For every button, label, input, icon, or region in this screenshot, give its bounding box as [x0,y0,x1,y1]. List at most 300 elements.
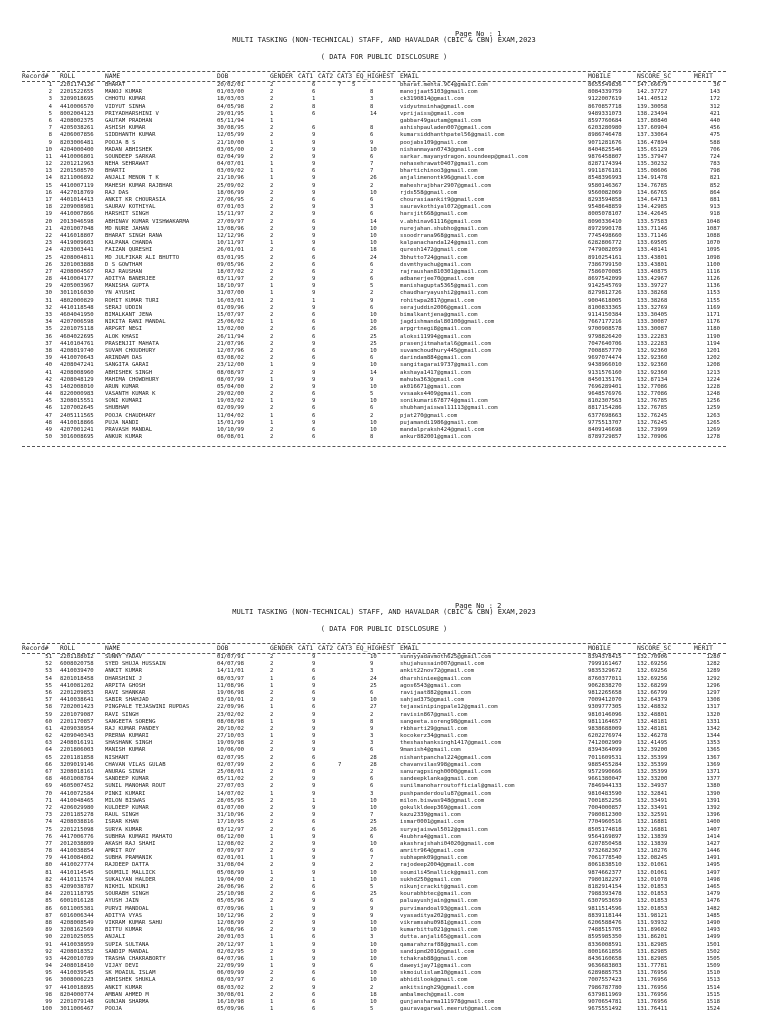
nscore-cell: 133.22283 [637,333,668,340]
table-row [0,96,768,103]
record-cell: 60 [45,718,52,725]
mobile-cell: 7047640706 [588,340,622,347]
mobile-cell: 8548396993 [588,175,622,182]
record-cell: 70 [45,790,52,797]
cat1-cell: 9 [312,225,316,232]
cat1-cell: 1 [312,876,316,883]
gender-cell: 2 [270,862,274,869]
dob-cell: 14/07/02 [217,790,244,797]
nscore-cell: 138.23494 [637,110,668,117]
dob-cell: 12/08/99 [217,919,244,926]
mobile-cell: 9636683803 [588,963,622,970]
email-cell: sahjad375@gmail.com [400,697,464,704]
cat1-cell: 9 [312,812,316,819]
name-cell: ABHINAV KUMAR VISHWAKARMA [105,218,190,225]
mobile-cell: 9142545769 [588,283,622,290]
table-row [0,175,768,182]
record-cell: 84 [45,891,52,898]
merit-cell: 1278 [706,434,720,441]
roll-cell: 2201215098 [60,826,94,833]
merit-cell: 1320 [706,711,720,718]
eq-highest-cell: 2 [370,182,374,189]
gender-cell: 2 [270,369,274,376]
dob-cell: 10/11/97 [217,240,244,247]
name-cell: AKASH RAJ SHAHI [105,840,156,847]
mobile-cell: 9438966010 [588,362,622,369]
record-cell: 79 [45,855,52,862]
mobile-cell: 8404825546 [588,146,622,153]
merit-cell: 1180 [706,326,720,333]
table-row [0,949,768,956]
mobile-cell: 8084339759 [588,89,622,96]
merit-cell: 588 [709,139,720,146]
mobile-cell: 9070654781 [588,999,622,1005]
eq-highest-cell: 9 [370,297,374,304]
roll-cell: 4410038854 [60,848,94,855]
gender-cell: 1 [270,168,274,175]
dob-cell: 18/06/99 [217,189,244,196]
cat1-cell: 9 [312,419,316,426]
dob-cell: 02/02/95 [217,948,244,955]
dob-cell: 17/10/95 [217,819,244,826]
name-cell: SUBHA PRAMANIK [105,855,153,862]
merit-cell: 143 [709,89,720,96]
name-cell: ANURAG SINGH [105,769,146,775]
name-cell: SUNNY YADAV [105,654,143,660]
cat1-cell: 6 [312,347,316,354]
merit-cell: 1391 [706,797,720,804]
dob-cell: 23/12/00 [217,362,244,369]
cat1-cell: 9 [312,161,316,168]
email-cell: manojjaat5103@gmail.com [400,89,478,96]
cat1-cell: 1 [312,797,316,804]
email-cell: tchakrab88@gmail.com [400,955,468,962]
record-cell: 45 [45,398,52,405]
dob-cell: 04/05/98 [217,103,244,110]
mobile-cell: 9911876181 [588,168,622,175]
name-cell: TRASHA CHAKRABORTY [105,955,166,962]
roll-cell: 2201522655 [60,89,94,96]
cat1-cell: 9 [312,869,316,876]
eq-highest-cell: 10 [370,225,377,232]
cat1-cell: 9 [312,804,316,811]
cat1-cell: 6 [312,668,316,675]
dob-cell: 04/07/01 [217,161,244,168]
email-cell: gunjansharma111978@gmail.com [400,999,495,1005]
name-cell: GAUTAM PRADHAN [105,117,153,124]
merit-cell: 1499 [706,934,720,941]
nscore-cell: 141.40512 [637,96,668,103]
cat1-cell: 6 [312,891,316,898]
nscore-cell: 136.47894 [637,139,668,146]
record-cell: 2 [48,89,52,96]
email-cell: harsjit668@gmail.com [400,211,468,218]
email-cell: pjat270@gmail.com [400,412,458,419]
cat1-cell: 9 [312,146,316,153]
name-cell: SOUNDEEP SARKAR [105,153,156,160]
eq-highest-cell: 8 [370,718,374,725]
gender-cell: 2 [270,182,274,189]
name-cell: BHARTI [105,168,126,175]
merit-cell: 706 [709,146,720,153]
merit-cell: 1282 [706,661,720,668]
eq-highest-cell: 7 [370,812,374,819]
merit-cell: 1505 [706,955,720,962]
mobile-cell: 9309777305 [588,704,622,711]
table-row [0,747,768,754]
eq-highest-cell: 6 [370,197,374,203]
nscore-cell: 132.76785 [637,405,668,412]
cat1-cell: 6 [312,268,316,275]
nscore-cell: 133.71146 [637,232,668,239]
mobile-cell: 8409146698 [588,427,622,433]
name-cell: RAJ DAS [105,189,129,196]
cat1-cell: 6 [312,761,316,768]
name-cell: ABHISHEK SHUKLA [105,977,156,984]
name-cell: ALOK KHASI [105,333,139,340]
roll-cell: 4410118548 [60,304,94,311]
cat1-cell: 9 [312,776,316,783]
eq-highest-cell: 9 [370,139,374,146]
record-cell: 73 [45,812,52,819]
name-cell: ROHIT KUMAR TURI [105,297,159,304]
header-dob: DOB [217,645,229,652]
dob-cell: 08/08/98 [217,718,244,725]
cat1-cell: 6 [312,934,316,941]
mobile-cell: 7412002909 [588,740,622,747]
cat1-cell: 6 [312,125,316,132]
name-cell: NIKITA RANI MANDAL [105,319,166,326]
record-cell: 5 [48,110,52,117]
dob-cell: 16/10/98 [217,999,244,1005]
name-cell: ANKIT KUMAR [105,668,143,675]
email-cell: shujahussain007@gmail.com [400,661,485,668]
name-cell: ASHISH KUMAR [105,125,146,132]
dob-cell: 20/10/02 [217,725,244,732]
merit-cell: 1297 [706,689,720,696]
table-row [0,855,768,862]
roll-cell: 4208038816 [60,819,94,826]
table-row [0,140,768,147]
cat1-cell: 9 [312,189,316,196]
eq-highest-cell: 9 [370,661,374,668]
header-cat3: CAT3 [337,73,353,80]
record-cell: 87 [45,912,52,919]
table-row [0,161,768,168]
cat1-cell: 6 [312,110,316,117]
table-row [0,290,768,297]
name-cell: KALPANA CHANDA [105,240,153,247]
gender-cell: 1 [270,905,274,912]
nscore-cell: 131.82985 [637,948,668,955]
email-cell: ak016671@gmail.com [400,383,461,390]
cat1-cell: 9 [312,304,316,311]
nscore-cell: 132.32841 [637,790,668,797]
cat1-cell: 6 [312,312,316,318]
cat1-cell: 9 [312,718,316,725]
nscore-cell: 132.16881 [637,826,668,833]
roll-cell: 4208008549 [60,919,94,926]
name-cell: HARSHIT SINGH [105,211,149,218]
table-row [0,377,768,384]
cat3-cell: 5 [352,82,356,88]
roll-cell: 2201079148 [60,999,94,1005]
record-cell: 51 [45,654,52,660]
table-row [0,798,768,805]
name-cell: AMRIT ROY [105,848,136,855]
name-cell: ANKIT KR CHOURASIA [105,197,166,203]
gender-cell: 1 [270,790,274,797]
record-cell: 52 [45,661,52,668]
mobile-cell: 8001661856 [588,948,622,955]
roll-cell: 4209038787 [60,884,94,890]
mobile-cell: 9675551492 [588,1006,622,1013]
table-row [0,398,768,405]
roll-cell: 8201018458 [60,675,94,682]
header-record: Record# [22,645,49,652]
nscore-cell: 131.93932 [637,919,668,926]
name-cell: GUNJAN SHARMA [105,999,149,1005]
nscore-cell: 133.38268 [637,297,668,304]
table-row [0,168,768,175]
email-cell: soumili45mallick@gmail.com [400,869,488,876]
record-cell: 26 [45,261,52,268]
name-cell: PRASENJIT MAHATA [105,340,159,347]
roll-cell: 3208018161 [60,769,94,775]
roll-cell: 2201185278 [60,812,94,819]
gender-cell: 2 [270,991,274,998]
merit-cell: 1126 [706,276,720,283]
email-cell: rohitwpa2817@gmail.com [400,297,475,304]
roll-cell: 4410038959 [60,941,94,948]
gender-cell: 2 [270,132,274,139]
dob-cell: 15/07/97 [217,312,244,318]
table-row [0,118,768,125]
nscore-cell: 131.77781 [637,963,668,970]
email-cell: prasenjitmahatal6@gmail.com [400,340,491,347]
gender-cell: 1 [270,376,274,383]
dob-cell: 21/10/96 [217,175,244,182]
nscore-cell: 135.08606 [637,168,668,175]
roll-cell: 4419009603 [60,240,94,247]
email-cell: manishagupta5365@gmail.com [400,283,488,290]
table-row [0,927,768,934]
nscore-cell: 132.01853 [637,884,668,890]
merit-cell: 1098 [706,254,720,261]
roll-cell: 4206029980 [60,804,94,811]
eq-highest-cell: 10 [370,697,377,704]
email-cell: akshaya1417@gmail.com [400,369,471,376]
cat2-cell: 7 [338,761,342,768]
mobile-cell: 8789729857 [588,434,622,441]
cat1-cell: 6 [312,247,316,254]
dob-cell: 03/09/02 [217,168,244,175]
cat1-cell: 9 [312,862,316,869]
table-row [0,697,768,704]
cat1-cell: 9 [312,840,316,847]
roll-cell: 2201508570 [60,168,94,175]
table-row [0,104,768,111]
dob-cell: 04/07/98 [217,661,244,668]
mobile-cell: 9885455284 [588,761,622,768]
eq-highest-cell: 5 [370,391,374,398]
email-cell: dharshiniee@gmail.com [400,675,471,682]
eq-highest-cell: 5 [370,1006,374,1013]
table-row [0,298,768,305]
nscore-cell: 132.77086 [637,383,668,390]
name-cell: RAVI SHANKAR [105,689,146,696]
dob-cell: 03/05/00 [217,146,244,153]
mobile-cell: 9062838270 [588,682,622,689]
nscore-cell: 132.92360 [637,362,668,369]
record-cell: 81 [45,869,52,876]
mobile-cell: 8655549836 [588,82,622,88]
mobile-cell: 9732682367 [588,848,622,855]
name-cell: SYED SHUJA HUSSAIN [105,661,166,668]
email-cell: sukhd250@gmail.com [400,876,461,883]
roll-cell: 2201025055 [60,934,94,941]
roll-cell: 8204000774 [60,991,94,998]
cat1-cell: 9 [312,740,316,747]
table-row [0,269,768,276]
record-cell: 48 [45,419,52,426]
merit-cell: 421 [709,110,720,117]
email-cell: quresh1472@gmail.com [400,247,468,254]
record-cell: 77 [45,840,52,847]
mobile-cell: 8005078107 [588,211,622,218]
email-cell: paluayushjain@gmail.com [400,898,478,905]
merit-cell: 1095 [706,247,720,254]
cat1-cell: 9 [312,362,316,369]
merit-cell: 1202 [706,355,720,362]
table-row [0,985,768,992]
nscore-cell: 147.66679 [637,82,668,88]
merit-cell: 1280 [706,654,720,660]
merit-cell: 1479 [706,891,720,898]
roll-cell: 6008020758 [60,661,94,668]
cat1-cell: 6 [312,991,316,998]
table-row [0,812,768,819]
roll-cell: 4207001241 [60,427,94,433]
eq-highest-cell: 14 [370,369,377,376]
eq-highest-cell: 8 [370,103,374,110]
roll-cell: 4208002375 [60,117,94,124]
dob-cell: 31/07/00 [217,290,244,297]
email-cell: milon.biswas948@gmail.com [400,797,485,804]
cat1-cell: 9 [312,369,316,376]
mobile-cell: 7745498660 [588,232,622,239]
eq-highest-cell: 3 [370,790,374,797]
eq-highest-cell: 10 [370,427,377,433]
eq-highest-cell: 9 [370,912,374,919]
email-cell: gauravagarwal.meerut@gmail.com [400,1006,502,1013]
mobile-cell: 9835329672 [588,668,622,675]
cat1-cell: 9 [312,984,316,991]
gender-cell: 2 [270,919,274,926]
gender-cell: 2 [270,689,274,696]
record-cell: 22 [45,232,52,239]
name-cell: ANJALI [105,934,126,941]
email-cell: vidyutmsinha@gmail.com [400,103,475,110]
roll-cell: 4604041950 [60,312,94,318]
roll-cell: 4204000400 [60,146,94,153]
roll-cell: 4410007119 [60,182,94,189]
email-cell: v.abhinav61116@gmail.com [400,218,481,225]
gender-cell: 1 [270,675,274,682]
roll-cell: 4601008784 [60,776,94,783]
nscore-cell: 132.34937 [637,783,668,790]
nscore-cell: 131.76956 [637,977,668,984]
dob-cell: 08/03/97 [217,977,244,984]
merit-cell: 1213 [706,369,720,376]
roll-cell: 4410006801 [60,153,94,160]
table-row [0,704,768,711]
nscore-cell: 134.91478 [637,175,668,182]
gender-cell: 1 [270,398,274,405]
nscore-cell: 132.08245 [637,855,668,862]
merit-cell: 312 [709,103,720,110]
record-cell: 67 [45,769,52,775]
nscore-cell: 134.42985 [637,204,668,211]
roll-cell: 2201212963 [60,161,94,168]
email-cell: anjalimenontk96@gmail.com [400,175,485,182]
mobile-cell: 8287174394 [588,161,622,168]
roll-cell: 4208018352 [60,948,94,955]
merit-cell: 1153 [706,290,720,297]
eq-highest-cell: 10 [370,955,377,962]
eq-highest-cell: 3 [370,733,374,740]
eq-highest-cell: 10 [370,797,377,804]
email-cell: nishantpanchal224@gmail.com [400,754,491,761]
table-row [0,183,768,190]
table-row [0,999,768,1006]
name-cell: ANKUR KUMAR [105,434,143,441]
merit-cell: 724 [709,153,720,160]
eq-highest-cell: 18 [370,247,377,254]
mobile-cell: 6307953659 [588,898,622,905]
table-row [0,956,768,963]
name-cell: SANGITA GARAI [105,362,149,369]
table-row [0,755,768,762]
merit-cell: 1331 [706,718,720,725]
cat1-cell: 9 [312,905,316,912]
eq-highest-cell: 10 [370,347,377,354]
email-cell: poojabs109@gmail.com [400,139,468,146]
cat1-cell: 9 [312,654,316,660]
name-cell: PRERNA KUMARI [105,733,149,740]
dob-cell: 02/04/99 [217,153,244,160]
header-gender: GENDER [270,73,293,80]
roll-cell: 4207006598 [60,319,94,326]
dob-cell: 26/11/94 [217,333,244,340]
eq-highest-cell: 24 [370,675,377,682]
gender-cell: 1 [270,963,274,970]
table-row [0,783,768,790]
eq-highest-cell: 10 [370,948,377,955]
merit-cell: 1344 [706,733,720,740]
nscore-cell: 132.10276 [637,848,668,855]
gender-cell: 2 [270,697,274,704]
email-cell: skmoiulislam10@gmail.com [400,970,481,977]
dob-cell: 29/02/00 [217,391,244,398]
eq-highest-cell: 10 [370,999,377,1005]
cat1-cell: 6 [312,391,316,398]
email-cell: sunnyyadavmoth625@gmail.com [400,654,491,660]
gender-cell: 2 [270,355,274,362]
table-row [0,740,768,747]
gender-cell: 2 [270,776,274,783]
mobile-cell: 9874662377 [588,869,622,876]
